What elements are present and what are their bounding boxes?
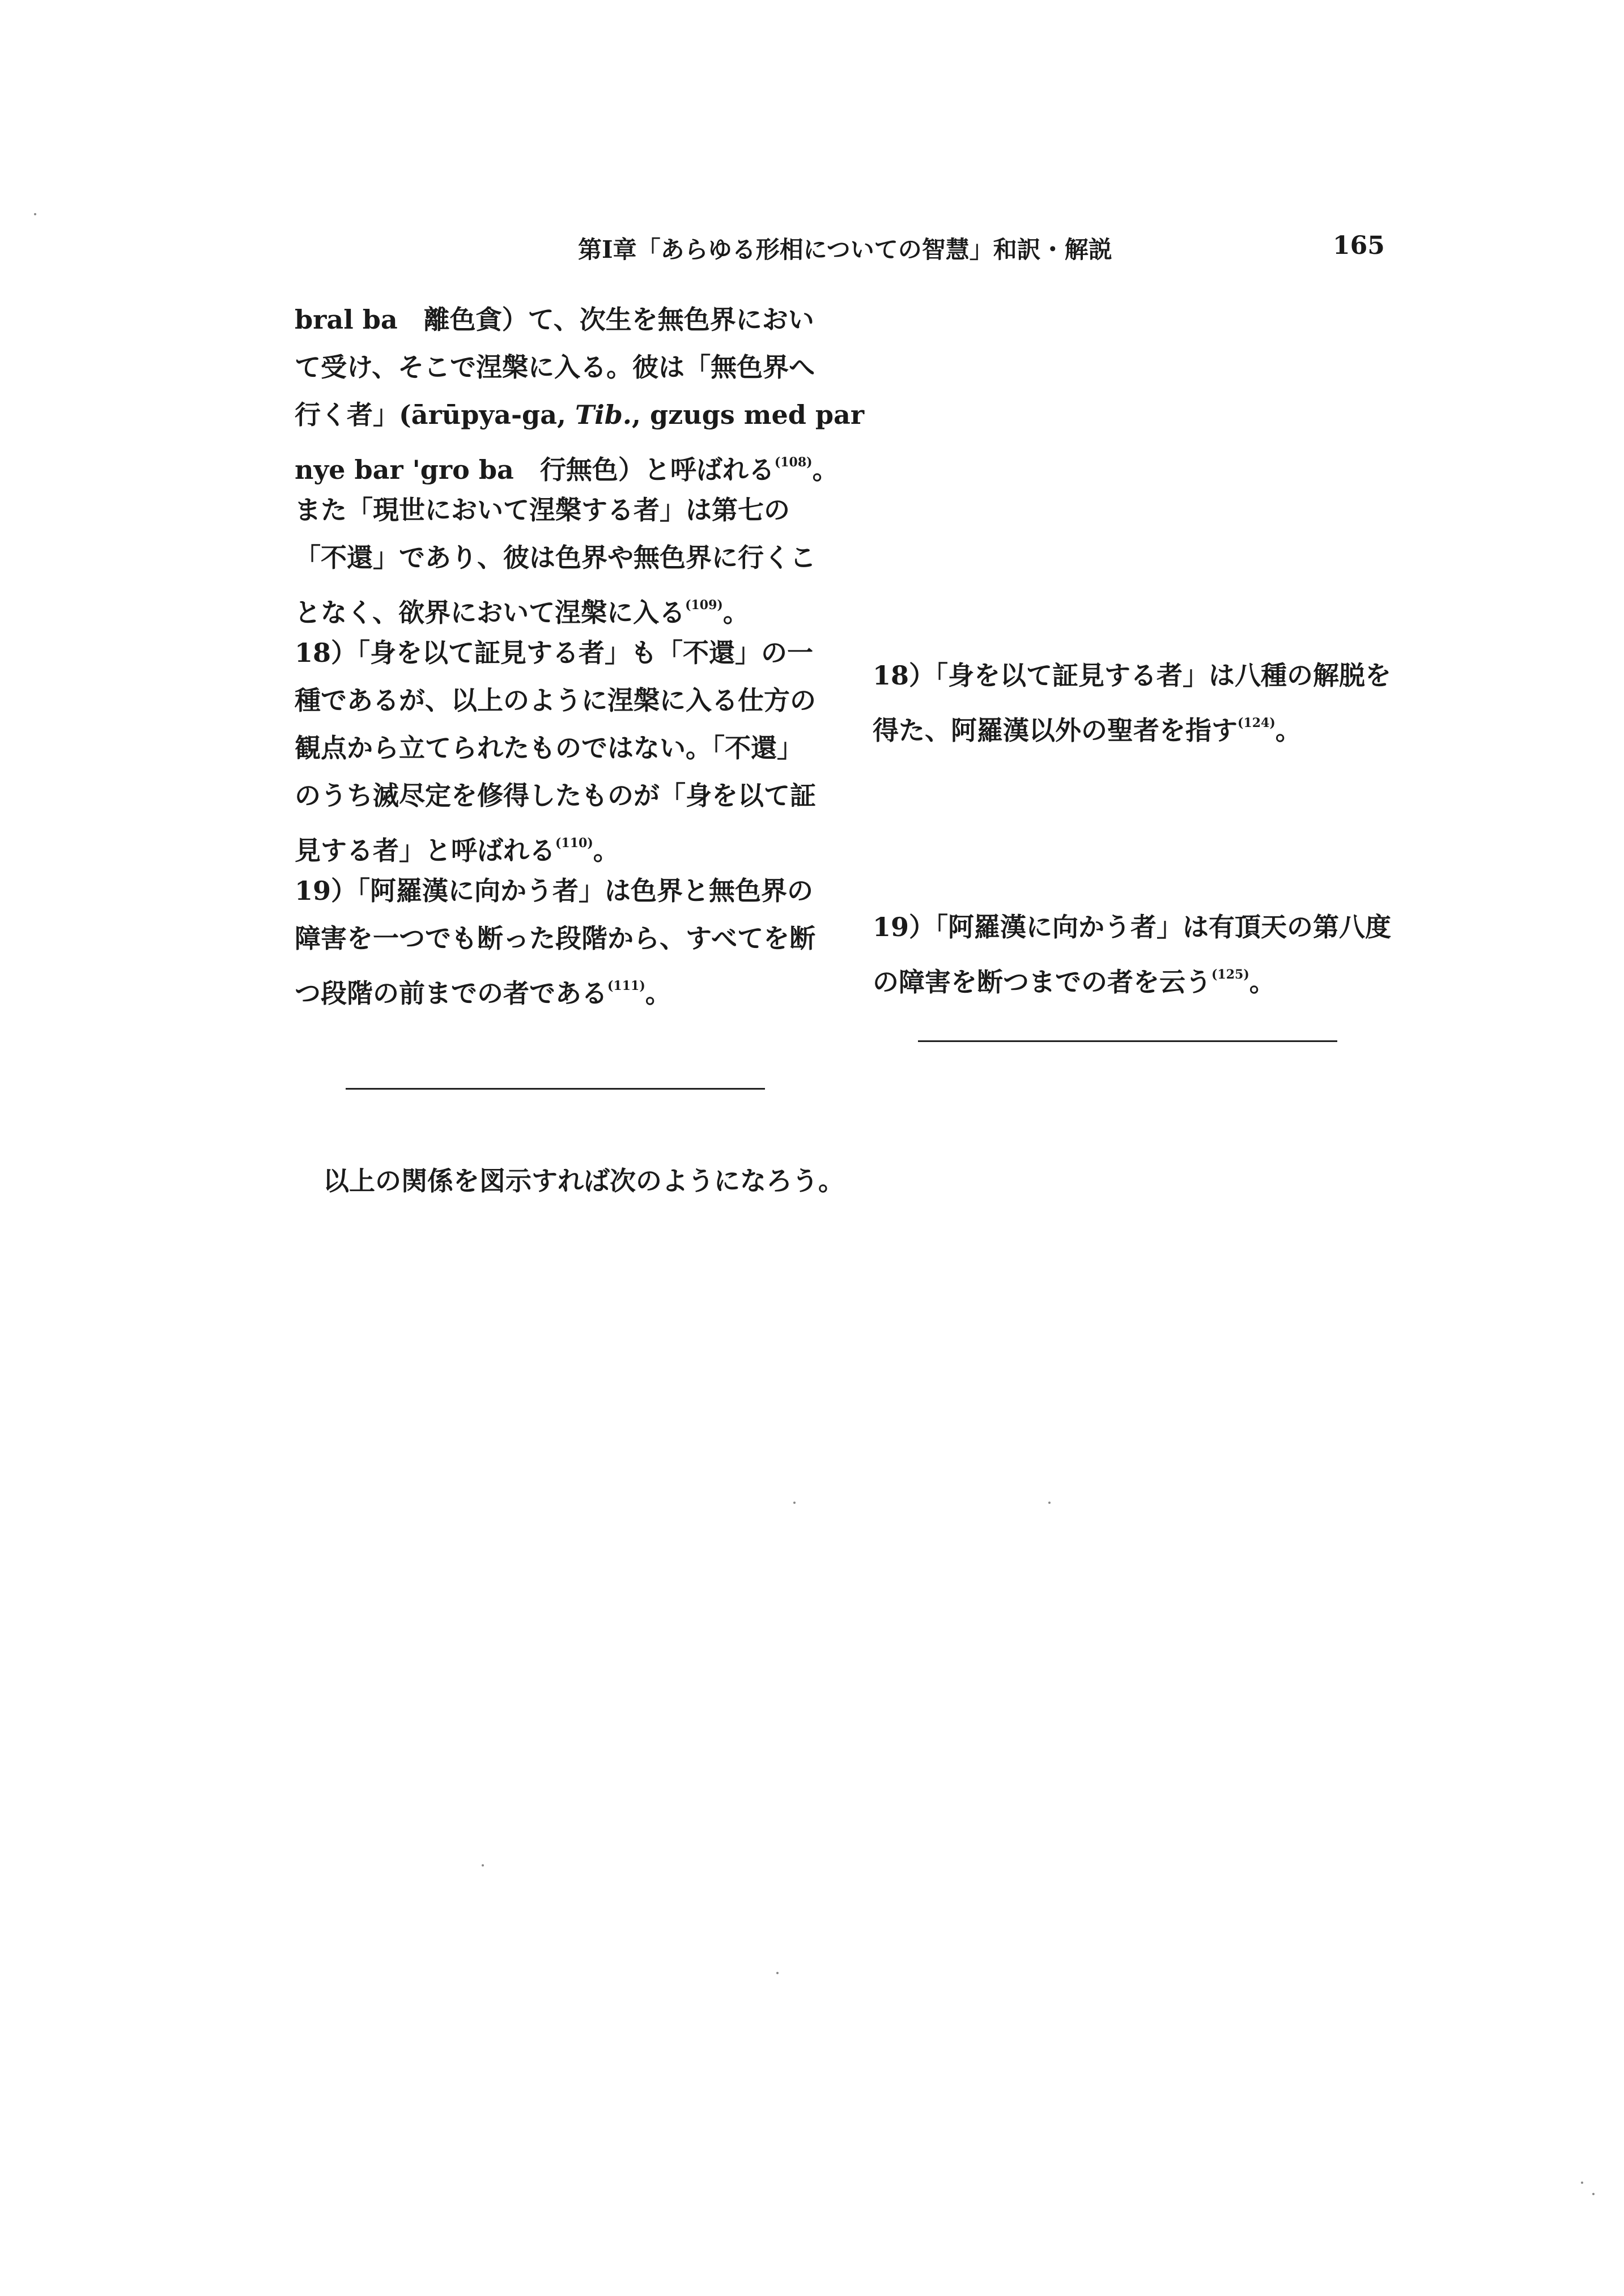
note-ref-111: (111) (607, 979, 645, 993)
left-line-7-end: 。 (722, 597, 749, 628)
left-line-4-end: 。 (812, 454, 839, 485)
scan-speck (482, 1864, 484, 1866)
scan-speck (776, 1972, 779, 1974)
right-18-line-2-text: 得た、阿羅漢以外の聖者を指す (873, 715, 1238, 746)
scan-speck (1581, 2182, 1583, 2184)
left-line-2: て受け、そこで涅槃に入る。彼は「無色界へ (295, 352, 815, 382)
scan-speck (793, 1502, 796, 1504)
right-18-line-2 (873, 699, 1411, 747)
left-line-6: 「不還」であり、彼は色界や無色界に行くこ (295, 542, 816, 573)
left-line-8: 18）「身を以て証見する者」も「不還」の一 (295, 637, 814, 668)
left-line-4 (295, 439, 839, 486)
right-19-line-1: 19）「阿羅漢に向かう者」は有頂天の第八度 (873, 912, 1392, 942)
right-19-line-2 (873, 951, 1411, 998)
right-19-line-2-text: の障害を断つまでの者を云う (873, 967, 1211, 997)
left-line-14: 障害を一つでも断った段階から、すべてを断 (295, 923, 816, 954)
tib-abbrev: Tib. (575, 399, 632, 430)
note-ref-125: (125) (1211, 967, 1249, 982)
left-line-7-text: となく、欲界において涅槃に入る (295, 597, 686, 628)
left-line-12 (295, 819, 833, 867)
left-line-12-end: 。 (593, 835, 619, 866)
right-18-line-2-end: 。 (1275, 715, 1302, 746)
left-line-12-text: 見する者」と呼ばれる (295, 835, 555, 866)
right-column-divider (918, 1040, 1337, 1042)
left-line-10: 観点から立てられたものではない。「不還」 (295, 733, 803, 763)
left-line-15-text: つ段階の前までの者である (295, 978, 607, 1009)
note-ref-110: (110) (555, 836, 593, 851)
scan-speck (1048, 1502, 1051, 1504)
note-ref-109: (109) (685, 598, 723, 613)
right-item-19 (873, 903, 1411, 998)
right-18-line-1: 18）「身を以て証見する者」は八種の解脱を (873, 660, 1392, 691)
left-line-7 (295, 581, 833, 629)
right-item-18 (873, 652, 1411, 747)
left-line-3 (295, 391, 865, 439)
left-column (295, 296, 865, 1010)
left-line-5: また「現世において涅槃する者」は第七の (295, 495, 790, 525)
scan-speck (1592, 2193, 1595, 2195)
figure-intro-caption: 以上の関係を図示すれば次のようになろう。 (323, 1166, 844, 1196)
left-line-3b: , gzugs med par (631, 399, 865, 430)
scan-speck (34, 213, 36, 215)
left-column-divider (346, 1088, 765, 1090)
left-line-13: 19）「阿羅漢に向かう者」は色界と無色界の (295, 875, 814, 906)
left-line-15 (295, 962, 833, 1010)
running-header: 第Ⅰ章「あらゆる形相についての智慧」和訳・解説 (578, 236, 1112, 263)
right-19-line-2-end: 。 (1249, 967, 1276, 997)
note-ref-124: (124) (1238, 716, 1276, 730)
left-line-4-text: nye bar 'gro ba 行無色）と呼ばれる (295, 454, 775, 485)
note-ref-108: (108) (774, 455, 813, 470)
left-line-15-end: 。 (645, 978, 671, 1009)
left-line-11: のうち滅尽定を修得したものが「身を以て証 (295, 780, 816, 811)
left-line-3a: 行く者」(ārūpya-ga, (295, 399, 576, 430)
left-line-9: 種であるが、以上のように涅槃に入る仕方の (295, 685, 816, 716)
page-number: 165 (1333, 231, 1385, 260)
left-line-1: bral ba 離色貪）て、次生を無色界におい (295, 304, 814, 335)
